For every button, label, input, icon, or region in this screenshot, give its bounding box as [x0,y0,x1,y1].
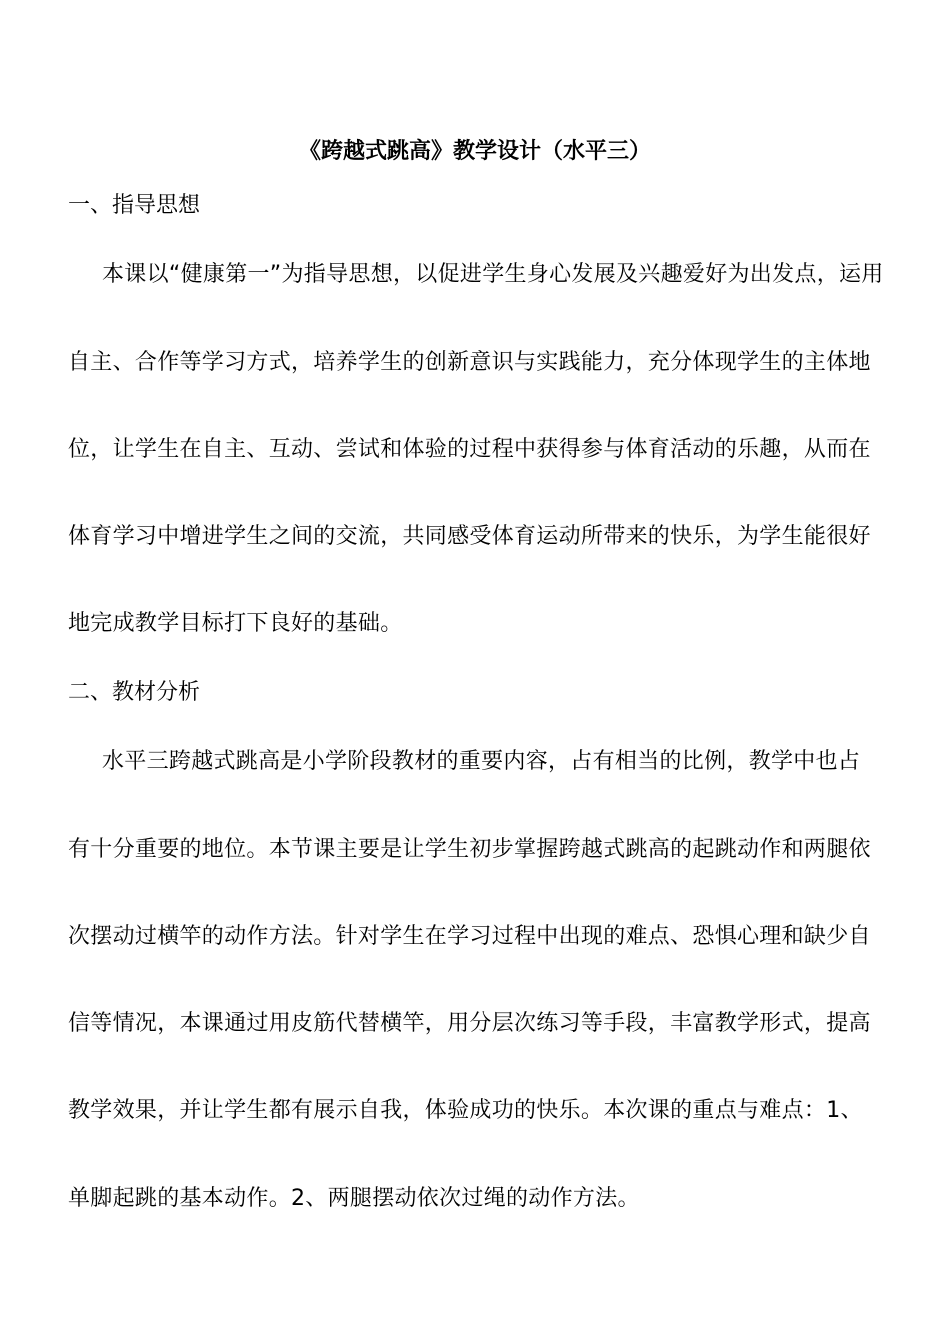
paragraph-line: 自主、合作等学习方式，培养学生的创新意识与实践能力，充分体现学生的主体地 [68,350,871,375]
section-heading-guiding-ideology: 一、指导思想 [68,193,201,218]
paragraph-line: 地完成教学目标打下良好的基础。 [68,611,403,636]
paragraph-line: 体育学习中增进学生之间的交流，共同感受体育运动所带来的快乐，为学生能很好 [68,524,871,549]
paragraph-line: 位，让学生在自主、互动、尝试和体验的过程中获得参与体育活动的乐趣，从而在 [68,437,871,462]
paragraph-line: 教学效果，并让学生都有展示自我，体验成功的快乐。本次课的重点与难点：1、 [68,1098,863,1123]
paragraph-line: 本课以“健康第一”为指导思想，以促进学生身心发展及兴趣爱好为出发点，运用 [102,262,884,287]
document-title: 《跨越式跳高》教学设计（水平三） [298,139,651,164]
paragraph-line: 次摆动过横竿的动作方法。针对学生在学习过程中出现的难点、恐惧心理和缺少自 [68,924,871,949]
paragraph-line: 信等情况，本课通过用皮筋代替横竿，用分层次练习等手段，丰富教学形式，提高 [68,1011,871,1036]
paragraph-line: 水平三跨越式跳高是小学阶段教材的重要内容，占有相当的比例，教学中也占 [102,749,861,774]
paragraph-line: 有十分重要的地位。本节课主要是让学生初步掌握跨越式跳高的起跳动作和两腿依 [68,837,871,862]
paragraph-line: 单脚起跳的基本动作。2、两腿摆动依次过绳的动作方法。 [68,1186,640,1211]
section-heading-material-analysis: 二、教材分析 [68,680,201,705]
